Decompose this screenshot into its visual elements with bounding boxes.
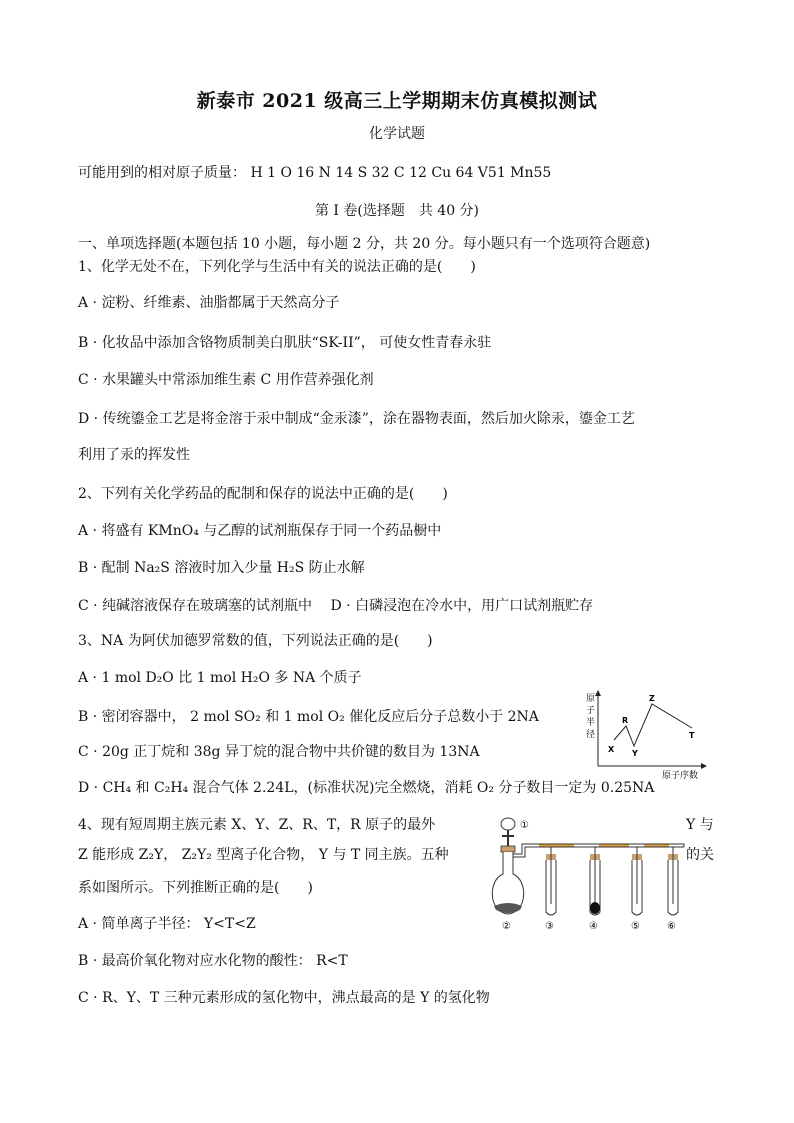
q1-option-c: C · 水果罐头中常添加维生素 C 用作营养强化剂	[78, 372, 374, 388]
q4-stem-3: 系如图所示。下列推断正确的是( )	[78, 880, 313, 896]
graph-point-z: Z	[649, 694, 655, 703]
q4-stem-2: Z 能形成 Z₂Y， Z₂Y₂ 型离子化合物， Y 与 T 同主族。五种	[78, 847, 449, 863]
q3-option-d: D · CH₄ 和 C₂H₄ 混合气体 2.24L，(标准状况)完全燃烧，消耗 O₂ 分子数目一定为 0.25NA	[78, 780, 655, 796]
q2-option-b: B · 配制 Na₂S 溶液时加入少量 H₂S 防止水解	[78, 560, 365, 576]
q4-stem-1: 4、现有短周期主族元素 X、Y、Z、R、T，R 原子的最外	[78, 817, 436, 833]
apparatus-diagram	[484, 814, 692, 936]
q2-option-cd: C · 纯碱溶液保存在玻璃塞的试剂瓶中 D · 白磷浸泡在冷水中，用广口试剂瓶贮存	[78, 598, 594, 614]
graph-point-t: T	[689, 731, 695, 740]
section-title: 第 I 卷(选择题 共 40 分)	[314, 203, 480, 219]
q1-option-b: B · 化妆品中添加含铬物质制美白肌肤“SK-II”， 可使女性青春永驻	[78, 335, 492, 351]
q1-stem: 1、化学无处不在，下列化学与生活中有关的说法正确的是( )	[78, 259, 476, 275]
q1-option-d: D · 传统鎏金工艺是将金溶于汞中制成“金汞漆”，涂在器物表面，然后加火除汞，鎏金工艺	[78, 411, 635, 427]
page-subtitle: 化学试题	[369, 126, 425, 142]
q1-option-d-cont: 利用了汞的挥发性	[78, 447, 190, 463]
q1-option-a: A · 淀粉、纤维素、油脂都属于天然高分子	[78, 295, 340, 311]
graph-ylabel-1: 原	[586, 694, 596, 704]
graph-ylabel-4: 径	[586, 730, 596, 740]
graph-line	[614, 704, 692, 746]
q3-option-b: B · 密闭容器中， 2 mol SO₂ 和 1 mol O₂ 催化反应后分子总数小于 2NA	[78, 709, 539, 725]
q2-option-a: A · 将盛有 KMnO₄ 与乙醇的试剂瓶保存于同一个药品橱中	[78, 523, 442, 539]
atomic-radius-graph	[576, 688, 708, 782]
label-2: ②	[502, 921, 511, 932]
q4-option-a: A · 简单离子半径： Y<T<Z	[78, 916, 256, 932]
graph-point-r: R	[622, 716, 629, 725]
graph-ylabel-2: 子	[586, 706, 596, 716]
q4-option-b: B · 最高价氧化物对应水化物的酸性： R<T	[78, 953, 348, 969]
label-4: ④	[589, 921, 598, 932]
label-6: ⑥	[667, 921, 676, 932]
q4-option-c: C · R、Y、T 三种元素形成的氢化物中，沸点最高的是 Y 的氢化物	[78, 990, 490, 1006]
page-title: 新泰市 2021 级高三上学期期末仿真模拟测试	[196, 90, 598, 112]
q3-option-c: C · 20g 正丁烷和 38g 异丁烷的混合物中共价键的数目为 13NA	[78, 744, 480, 760]
label-5: ⑤	[631, 921, 640, 932]
q2-stem: 2、下列有关化学药品的配制和保存的说法中正确的是( )	[78, 486, 448, 502]
q4-stem-1-end: Y 与	[686, 817, 714, 833]
label-3: ③	[545, 921, 554, 932]
graph-ylabel-3: 半	[586, 718, 596, 728]
atomic-masses: 可能用到的相对原子质量： H 1 O 16 N 14 S 32 C 12 Cu 64 V51 Mn55	[78, 165, 552, 181]
q4-stem-2-end: 的关	[686, 847, 714, 863]
graph-xlabel: 原子序数	[662, 771, 699, 781]
graph-point-y: Y	[632, 749, 638, 758]
graph-point-x: X	[608, 745, 615, 754]
q3-option-a: A · 1 mol D₂O 比 1 mol H₂O 多 NA 个质子	[78, 670, 362, 686]
instructions: 一、单项选择题(本题包括 10 小题，每小题 2 分，共 20 分。每小题只有一个选项符合题意)	[78, 236, 651, 252]
label-1: ①	[520, 820, 529, 831]
q3-stem: 3、NA 为阿伏加德罗常数的值，下列说法正确的是( )	[78, 633, 433, 649]
